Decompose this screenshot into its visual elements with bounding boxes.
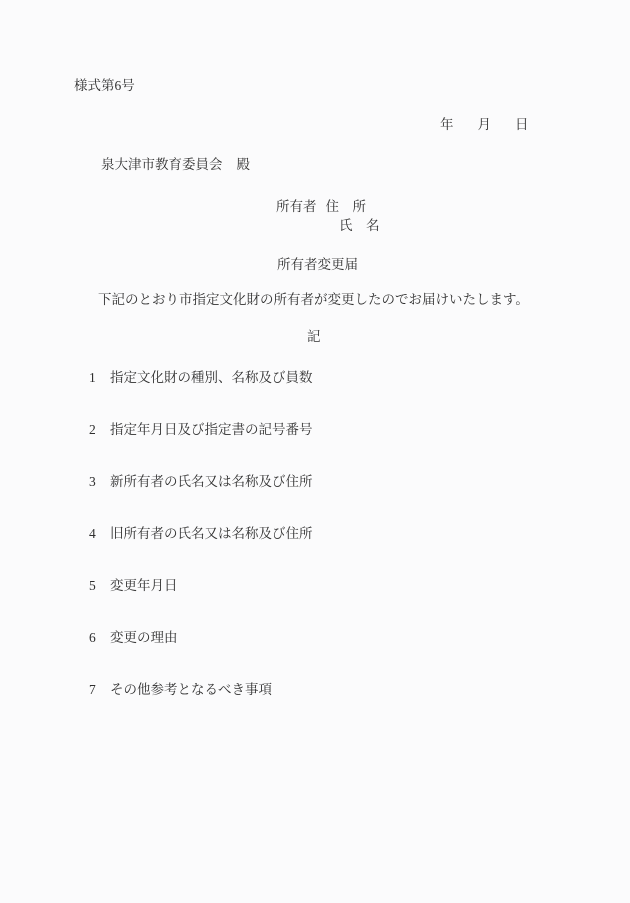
- item-text: 変更年月日: [110, 578, 178, 593]
- item-number: 4: [89, 526, 96, 541]
- owner-address-line: [276, 200, 380, 219]
- addressee-name: 泉大津市教育委員会: [101, 157, 223, 172]
- owner-label: 所有者: [276, 199, 317, 214]
- list-item: [89, 631, 313, 683]
- item-number: 5: [89, 578, 96, 593]
- date-month-label: 月: [477, 117, 491, 132]
- item-text: 旧所有者の氏名又は名称及び住所: [110, 526, 313, 541]
- list-item: [89, 683, 313, 735]
- list-item: [89, 579, 313, 631]
- addressee-honorific: 殿: [236, 157, 250, 172]
- item-number: 3: [89, 474, 96, 489]
- date-line: [440, 118, 529, 132]
- owner-block: [276, 200, 380, 238]
- owner-address-label: 住 所: [325, 199, 366, 214]
- item-text: 変更の理由: [110, 630, 178, 645]
- form-number: 様式第6号: [74, 78, 135, 93]
- item-number: 1: [89, 370, 96, 385]
- item-number: 6: [89, 630, 96, 645]
- item-number: 7: [89, 682, 96, 697]
- body-text: 下記のとおり市指定文化財の所有者が変更したのでお届けいたします。: [98, 292, 529, 307]
- date-year-label: 年: [440, 117, 454, 132]
- list-item: [89, 371, 313, 423]
- item-text: 指定年月日及び指定書の記号番号: [110, 422, 313, 437]
- item-text: 指定文化財の種別、名称及び員数: [110, 370, 313, 385]
- list-item: [89, 423, 313, 475]
- document-title: 所有者変更届: [277, 257, 358, 272]
- item-text: その他参考となるべき事項: [110, 682, 272, 697]
- addressee-line: [101, 158, 250, 172]
- items-list: [89, 371, 313, 735]
- owner-name-line: [276, 219, 380, 238]
- item-number: 2: [89, 422, 96, 437]
- owner-name-label: 氏 名: [339, 218, 380, 233]
- list-item: [89, 475, 313, 527]
- date-day-label: 日: [515, 117, 529, 132]
- list-item: [89, 527, 313, 579]
- item-text: 新所有者の氏名又は名称及び住所: [110, 474, 313, 489]
- list-marker: 記: [307, 329, 321, 344]
